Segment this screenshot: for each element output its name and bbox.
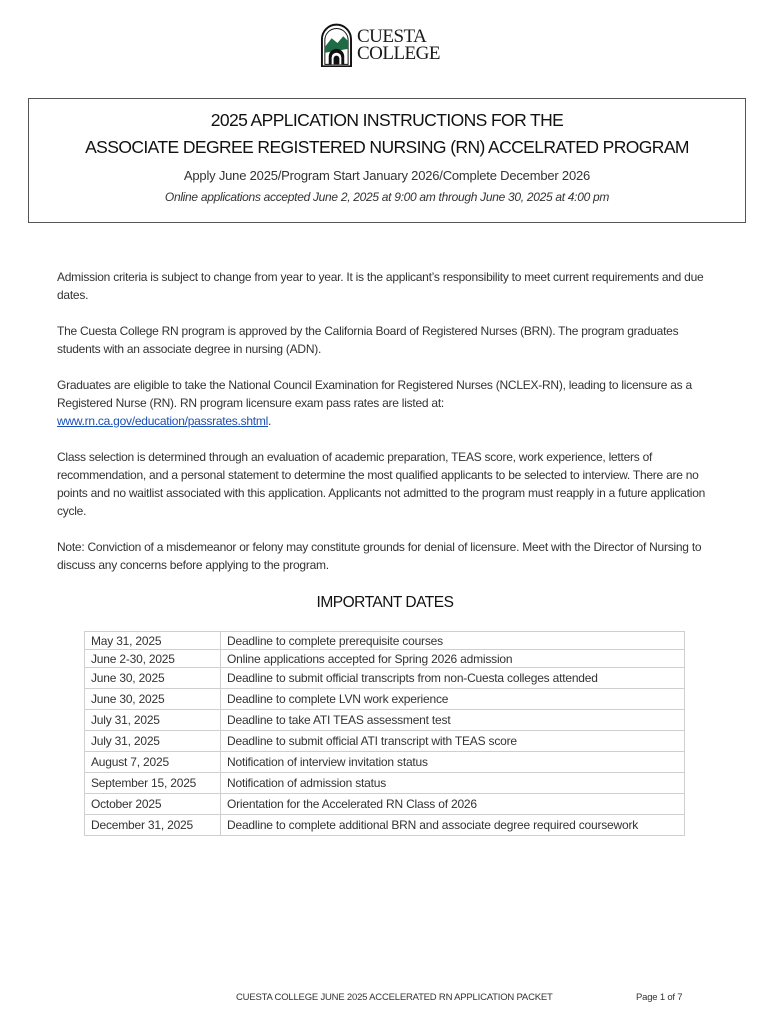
table-row	[85, 815, 685, 836]
event-cell: Deadline to submit official transcripts from non-Cuesta colleges attended	[221, 668, 685, 689]
table-row	[85, 650, 685, 668]
logo-line-2: COLLEGE	[356, 43, 440, 64]
event-cell: Deadline to complete prerequisite courses	[221, 632, 685, 650]
event-cell: Deadline to complete additional BRN and associate degree required coursework	[221, 815, 685, 836]
event-cell: Deadline to submit official ATI transcript with TEAS score	[221, 731, 685, 752]
footer-packet-title: CUESTA COLLEGE JUNE 2025 ACCELERATED RN APPLICATION PACKET	[236, 992, 553, 1003]
date-cell: May 31, 2025	[85, 632, 221, 650]
document-title-line-1: 2025 APPLICATION INSTRUCTIONS FOR THE	[210, 110, 564, 130]
date-cell: October 2025	[85, 794, 221, 815]
nclex-text: Graduates are eligible to take the National Council Examination for Registered Nurses (NCLEX-RN), leading to licensure as a Registered Nurse (RN). RN program licensure exam pass rates are listed at:	[57, 378, 692, 410]
table-row	[85, 668, 685, 689]
date-cell: June 2-30, 2025	[85, 650, 221, 668]
date-cell: July 31, 2025	[85, 731, 221, 752]
paragraph-licensure-note: Note: Conviction of a misdemeanor or felony may constitute grounds for denial of licensure. Meet with the Director of Nursing to discuss any concerns before applying to the program.	[57, 540, 702, 572]
table-row	[85, 752, 685, 773]
title-box	[28, 98, 746, 223]
intro-text	[57, 268, 722, 592]
table-row	[85, 794, 685, 815]
program-schedule: Apply June 2025/Program Start January 2026/Complete December 2026	[183, 168, 591, 183]
date-cell: December 31, 2025	[85, 815, 221, 836]
table-row	[85, 731, 685, 752]
footer-page-number: Page 1 of 7	[636, 992, 683, 1003]
paragraph-class-selection: Class selection is determined through an evaluation of academic preparation, TEAS score, work experience, letters of recommendation, and a personal statement to determine the most qualified applicants to be selected to interview. There are no points and no waitlist associated with this application. Applicants not admitted to the program must reapply in a future application cycle.	[57, 450, 706, 518]
cuesta-arch-logo-icon	[320, 23, 353, 67]
table-row	[85, 773, 685, 794]
event-cell: Deadline to complete LVN work experience	[221, 689, 685, 710]
event-cell: Notification of interview invitation status	[221, 752, 685, 773]
important-dates-heading: IMPORTANT DATES	[316, 594, 454, 611]
table-row	[85, 689, 685, 710]
link-period: .	[268, 414, 272, 428]
paragraph-nclex	[57, 376, 722, 430]
date-cell: July 31, 2025	[85, 710, 221, 731]
table-row	[85, 632, 685, 650]
date-cell: August 7, 2025	[85, 752, 221, 773]
event-cell: Online applications accepted for Spring 2026 admission	[221, 650, 685, 668]
pass-rates-link[interactable]: www.rn.ca.gov/education/passrates.shtml	[57, 414, 269, 428]
cuesta-college-logo	[320, 22, 440, 68]
event-cell: Orientation for the Accelerated RN Class of 2026	[221, 794, 685, 815]
event-cell: Deadline to take ATI TEAS assessment test	[221, 710, 685, 731]
paragraph-brn-approval: The Cuesta College RN program is approved by the California Board of Registered Nurses (BRN). The program graduates students with an associate degree in nursing (ADN).	[57, 324, 679, 356]
date-cell: June 30, 2025	[85, 689, 221, 710]
table-row	[85, 710, 685, 731]
event-cell: Notification of admission status	[221, 773, 685, 794]
date-cell: June 30, 2025	[85, 668, 221, 689]
document-title-line-2: ASSOCIATE DEGREE REGISTERED NURSING (RN) ACCELRATED PROGRAM	[85, 137, 689, 157]
logo-line-1: CUESTA	[356, 26, 427, 47]
date-cell: September 15, 2025	[85, 773, 221, 794]
important-dates-table	[84, 631, 685, 836]
application-window-note: Online applications accepted June 2, 2025 at 9:00 am through June 30, 2025 at 4:00 pm	[164, 190, 610, 204]
paragraph-admission-criteria: Admission criteria is subject to change from year to year. It is the applicant’s responsibility to meet current requirements and due dates.	[57, 270, 704, 302]
